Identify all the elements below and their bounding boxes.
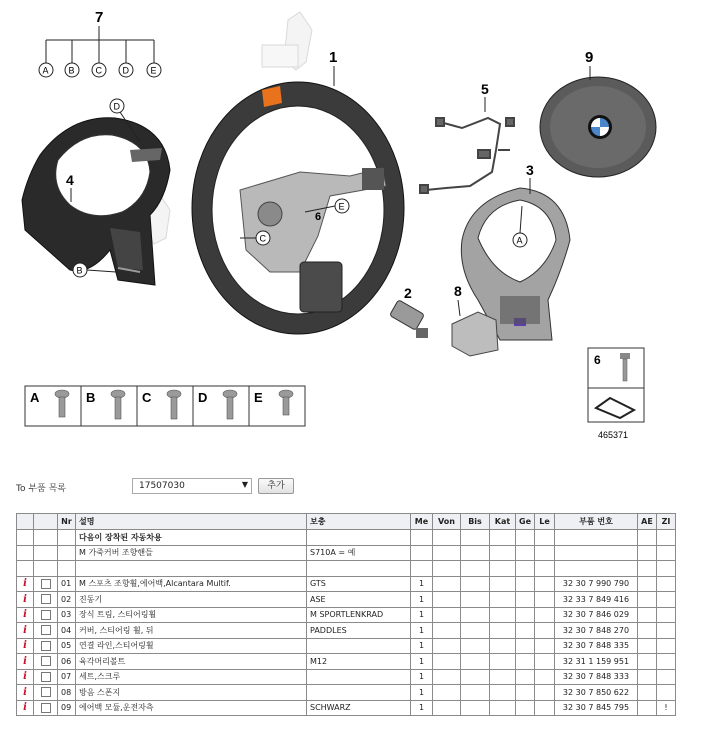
parts-table xyxy=(16,513,676,716)
row-nr: 04 xyxy=(58,623,76,639)
row-nr: 01 xyxy=(58,576,76,592)
row-description: 진동기 xyxy=(76,592,307,608)
group-sub-row xyxy=(17,545,676,561)
row-part-number: 32 30 7 848 333 xyxy=(555,669,638,685)
col-header-check xyxy=(34,514,58,530)
to-parts-list-label: To 부품 목록 xyxy=(16,484,66,494)
screw-label-a: A xyxy=(30,390,40,405)
row-supplement: M12 xyxy=(307,654,411,670)
table-row xyxy=(17,700,676,716)
table-row xyxy=(17,669,676,685)
circle-c: C xyxy=(95,65,102,76)
circle-c-wheel: C xyxy=(259,233,266,244)
col-header-von: Von xyxy=(433,514,461,530)
row-checkbox[interactable] xyxy=(41,703,51,713)
bolt-box xyxy=(588,348,644,440)
row-zi xyxy=(657,592,676,608)
row-part-number: 32 30 7 846 029 xyxy=(555,607,638,623)
steering-wheel-part xyxy=(192,82,404,334)
row-part-number: 32 30 7 848 270 xyxy=(555,623,638,639)
screw-label-b: B xyxy=(86,390,96,405)
row-part-number: 32 30 7 990 790 xyxy=(555,576,638,592)
row-part-number: 32 30 7 845 795 xyxy=(555,700,638,716)
col-header-bis: Bis xyxy=(461,514,490,530)
circle-a: A xyxy=(42,65,49,76)
circle-b-rear: B xyxy=(76,265,83,276)
circle-d-rear: D xyxy=(113,101,120,112)
table-row xyxy=(17,685,676,701)
row-checkbox[interactable] xyxy=(41,687,51,697)
col-header-nr: Nr xyxy=(58,514,76,530)
parts-list-select-value: 17507030 xyxy=(139,481,185,491)
group-row xyxy=(17,530,676,546)
row-supplement: GTS xyxy=(307,576,411,592)
col-header-le: Le xyxy=(535,514,555,530)
row-quantity: 1 xyxy=(411,592,433,608)
row-part-number: 32 30 7 848 335 xyxy=(555,638,638,654)
info-icon[interactable]: i xyxy=(23,578,27,590)
row-description: 커버, 스티어링 휠, 뒤 xyxy=(76,623,307,639)
row-zi xyxy=(657,638,676,654)
row-description: 방음 스폰지 xyxy=(76,685,307,701)
info-icon[interactable]: i xyxy=(23,609,27,621)
row-quantity: 1 xyxy=(411,654,433,670)
screw-label-c: C xyxy=(142,390,152,405)
row-nr: 08 xyxy=(58,685,76,701)
table-row xyxy=(17,638,676,654)
group-sub-description: M 가죽커버 조향핸들 xyxy=(76,545,307,561)
row-checkbox[interactable] xyxy=(41,610,51,620)
col-header-supplement: 보충 xyxy=(307,514,411,530)
row-nr: 03 xyxy=(58,607,76,623)
dropdown-arrow-icon: ▼ xyxy=(241,480,248,489)
callout-7: 7 xyxy=(95,9,104,26)
callout-1: 1 xyxy=(329,49,338,66)
info-icon[interactable]: i xyxy=(23,593,27,605)
paddle-shifter-top xyxy=(262,12,312,70)
row-quantity: 1 xyxy=(411,700,433,716)
row-zi xyxy=(657,607,676,623)
callout-2: 2 xyxy=(404,285,412,301)
row-zi xyxy=(657,623,676,639)
spacer-row xyxy=(17,561,676,577)
row-part-number: 32 33 7 849 416 xyxy=(555,592,638,608)
col-header-ae: AE xyxy=(638,514,657,530)
row-supplement xyxy=(307,669,411,685)
row-zi xyxy=(657,654,676,670)
callout-7-tree xyxy=(39,9,161,77)
info-icon[interactable]: i xyxy=(23,640,27,652)
parts-list-toolbar xyxy=(16,478,676,498)
row-supplement: M SPORTLENKRAD xyxy=(307,607,411,623)
row-part-number: 32 31 1 159 951 xyxy=(555,654,638,670)
callout-9: 9 xyxy=(585,49,594,66)
table-header-row xyxy=(17,514,676,530)
row-supplement xyxy=(307,685,411,701)
callout-4: 4 xyxy=(66,172,74,188)
row-quantity: 1 xyxy=(411,669,433,685)
row-quantity: 1 xyxy=(411,685,433,701)
row-checkbox[interactable] xyxy=(41,594,51,604)
row-description: 세트,스크루 xyxy=(76,669,307,685)
row-nr: 06 xyxy=(58,654,76,670)
add-button[interactable]: 추가 xyxy=(258,478,294,494)
row-description: 에어백 모듈,운전자측 xyxy=(76,700,307,716)
group-sub-supplement: S710A = 예 xyxy=(307,545,411,561)
col-header-info xyxy=(17,514,34,530)
airbag-module-part xyxy=(540,77,656,177)
row-zi xyxy=(657,685,676,701)
row-zi xyxy=(657,576,676,592)
screw-label-d: D xyxy=(198,390,208,405)
table-row xyxy=(17,607,676,623)
row-zi xyxy=(657,669,676,685)
table-row xyxy=(17,623,676,639)
connection-line-part xyxy=(420,118,514,193)
row-description: 연결 라인,스티어링휠 xyxy=(76,638,307,654)
row-supplement: PADDLES xyxy=(307,623,411,639)
row-nr: 09 xyxy=(58,700,76,716)
rear-cover-part xyxy=(22,118,170,285)
row-checkbox[interactable] xyxy=(41,656,51,666)
row-supplement: ASE xyxy=(307,592,411,608)
info-icon[interactable]: i xyxy=(23,624,27,636)
row-checkbox[interactable] xyxy=(41,579,51,589)
table-row xyxy=(17,654,676,670)
table-row xyxy=(17,576,676,592)
row-quantity: 1 xyxy=(411,607,433,623)
row-description: 장식 트림, 스티어링휠 xyxy=(76,607,307,623)
row-part-number: 32 30 7 850 622 xyxy=(555,685,638,701)
circle-d: D xyxy=(122,65,129,76)
col-header-ge: Ge xyxy=(516,514,535,530)
sound-sponge-part xyxy=(452,312,498,356)
parts-list-select[interactable] xyxy=(132,478,252,494)
row-supplement: SCHWARZ xyxy=(307,700,411,716)
info-icon[interactable]: i xyxy=(23,702,27,714)
row-checkbox[interactable] xyxy=(41,641,51,651)
col-header-part-number: 부품 번호 xyxy=(555,514,638,530)
circle-a-trim: A xyxy=(516,235,523,246)
row-description: M 스포츠 조향휠,에어백,Alcantara Multif. xyxy=(76,576,307,592)
row-nr: 07 xyxy=(58,669,76,685)
row-checkbox[interactable] xyxy=(41,625,51,635)
reference-number: 465371 xyxy=(598,430,629,440)
row-description: 육각머리볼트 xyxy=(76,654,307,670)
callout-6-box: 6 xyxy=(594,353,601,367)
info-icon[interactable]: i xyxy=(23,686,27,698)
callout-8: 8 xyxy=(454,283,462,299)
screw-label-e: E xyxy=(254,390,263,405)
group-title: 다음이 장착된 자동차용 xyxy=(76,530,307,546)
row-nr: 05 xyxy=(58,638,76,654)
vibrator-part xyxy=(390,300,428,338)
row-zi: ! xyxy=(657,700,676,716)
circle-e: E xyxy=(150,65,157,76)
col-header-kat: Kat xyxy=(490,514,516,530)
row-nr: 02 xyxy=(58,592,76,608)
col-header-description: 설명 xyxy=(76,514,307,530)
row-quantity: 1 xyxy=(411,638,433,654)
screw-legend xyxy=(25,386,305,426)
col-header-me: Me xyxy=(411,514,433,530)
row-checkbox[interactable] xyxy=(41,672,51,682)
callout-3: 3 xyxy=(526,162,534,178)
col-header-zi: ZI xyxy=(657,514,676,530)
circle-e-wheel: E xyxy=(338,201,345,212)
info-icon[interactable]: i xyxy=(23,671,27,683)
info-icon[interactable]: i xyxy=(23,655,27,667)
callout-6-wheel: 6 xyxy=(315,211,322,223)
callout-5: 5 xyxy=(481,81,489,97)
circle-b: B xyxy=(68,65,75,76)
table-row xyxy=(17,592,676,608)
row-supplement xyxy=(307,638,411,654)
row-quantity: 1 xyxy=(411,576,433,592)
row-quantity: 1 xyxy=(411,623,433,639)
